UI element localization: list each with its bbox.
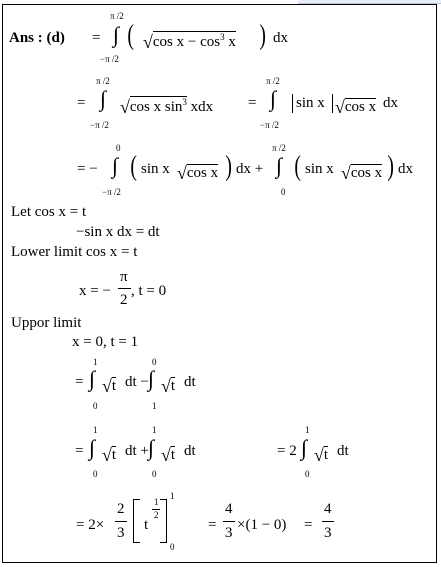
fraction-denominator: 3 [225,525,233,541]
differential: dx [383,95,398,111]
equals-sign: = [208,517,217,533]
exponent-denominator: 2 [154,510,159,520]
integral-lower-limit: 0 [152,469,157,479]
radical-expression: √cos x $\sin^3$ xdx [120,97,214,117]
fraction-bar [115,521,127,522]
upper-limit-label: Uppor limit [11,315,82,331]
equals-two-times: = 2× [76,517,105,533]
solution-box [2,4,437,563]
fraction-bar [322,521,334,522]
integral-sign: ∫ [112,153,119,178]
paren-open: ( [130,151,137,182]
integral-sign: ∫ [89,366,96,391]
integral-upper-limit: 1 [93,357,98,367]
base-t: t [144,517,149,533]
radical-expression: √t [102,445,117,465]
radical-expression: √t [314,445,329,465]
integral-lower-limit: 1 [152,401,157,411]
radical-expression: √cos x [341,163,383,183]
integral-upper-limit: π /2 [266,76,280,86]
differential: dt − [125,374,149,390]
sin-term: sin x [305,161,334,177]
eval-lower-limit: 0 [170,542,175,552]
paren-open: ( [294,151,301,182]
sin-term: sin x [141,161,170,177]
integral-lower-limit: 0 [93,401,98,411]
lower-limit-x: x = − [79,283,111,299]
fraction-bar [118,288,131,289]
upper-limit-values: x = 0, t = 1 [72,334,139,350]
integral-sign: ∫ [148,435,155,460]
paren-close: ) [225,151,232,182]
integral-upper-limit: 0 [152,357,157,367]
lower-limit-t: , t = 0 [131,283,167,299]
radical-expression: √t [102,376,117,396]
bracket-right [160,499,167,543]
integral-lower-limit: 0 [281,187,286,197]
integral-sign: ∫ [100,86,107,111]
integral-lower-limit: 0 [305,469,310,479]
integral-upper-limit: 0 [116,143,121,153]
differential: dx + [236,161,264,177]
fraction-bar [223,521,235,522]
fraction-numerator: 2 [117,501,125,517]
integral-lower-limit: 0 [93,469,98,479]
integral-upper-limit: π /2 [110,11,124,21]
integral-lower-limit: −π /2 [90,120,109,130]
paren-open: ( [127,20,134,51]
differential: dx [398,161,413,177]
abs-value: sin x [296,95,325,111]
fraction-numerator: 4 [324,501,332,517]
paren-close: ) [387,151,394,182]
lower-limit-label: Lower limit cos x = t [11,244,138,260]
integral-upper-limit: π /2 [272,143,286,153]
answer-label: Ans : (d) [9,30,65,46]
integral-upper-limit: 1 [152,425,157,435]
radical-expression: √cos x [177,163,219,183]
integral-lower-limit: −π /2 [100,54,119,64]
equals-sign: = [92,30,101,46]
product-expression: ×(1 − 0) [237,517,287,533]
bracket-left [133,499,140,543]
integral-lower-limit: −π /2 [102,187,121,197]
equals-sign: = [304,517,313,533]
differential: dx [273,30,288,46]
equals-sign: = [77,95,86,111]
fraction-denominator: 3 [117,525,125,541]
integral-lower-limit: −π /2 [260,120,279,130]
eval-upper-limit: 1 [170,491,175,501]
differential: dt [184,374,196,390]
integral-upper-limit: π /2 [96,76,110,86]
integral-upper-limit: 1 [305,425,310,435]
radical-expression: √cos $x - \cos^3 x$ [143,32,236,52]
differential: dt [337,443,349,459]
integral-sign: ∫ [301,435,308,460]
integral-sign: ∫ [270,86,277,111]
integral-sign: ∫ [148,366,155,391]
fraction-numerator: π [120,269,128,285]
fraction-numerator: 4 [225,501,233,517]
equals-minus: = − [77,161,98,177]
fraction-denominator: 2 [120,292,128,308]
paren-close: ) [259,20,266,51]
integral-sign: ∫ [89,435,96,460]
integral-sign: ∫ [276,153,283,178]
differential: dt + [125,443,149,459]
exponent-numerator: 1 [154,497,159,507]
equals-two: = 2 [277,443,297,459]
integral-upper-limit: 1 [93,425,98,435]
fraction-denominator: 3 [324,525,332,541]
substitution-line: Let cos x = t [11,204,87,220]
differential-line: −sin x dx = dt [76,224,160,240]
abs-bar-right [332,94,333,113]
abs-bar-left [292,94,293,113]
radical-expression: √t [161,445,176,465]
radical-expression: √t [161,376,176,396]
equals-sign: = [75,443,84,459]
differential: dt [184,443,196,459]
radical-expression: √cos x [335,97,377,117]
equals-sign: = [75,374,84,390]
integral-sign: ∫ [113,22,120,47]
equals-sign: = [248,95,257,111]
